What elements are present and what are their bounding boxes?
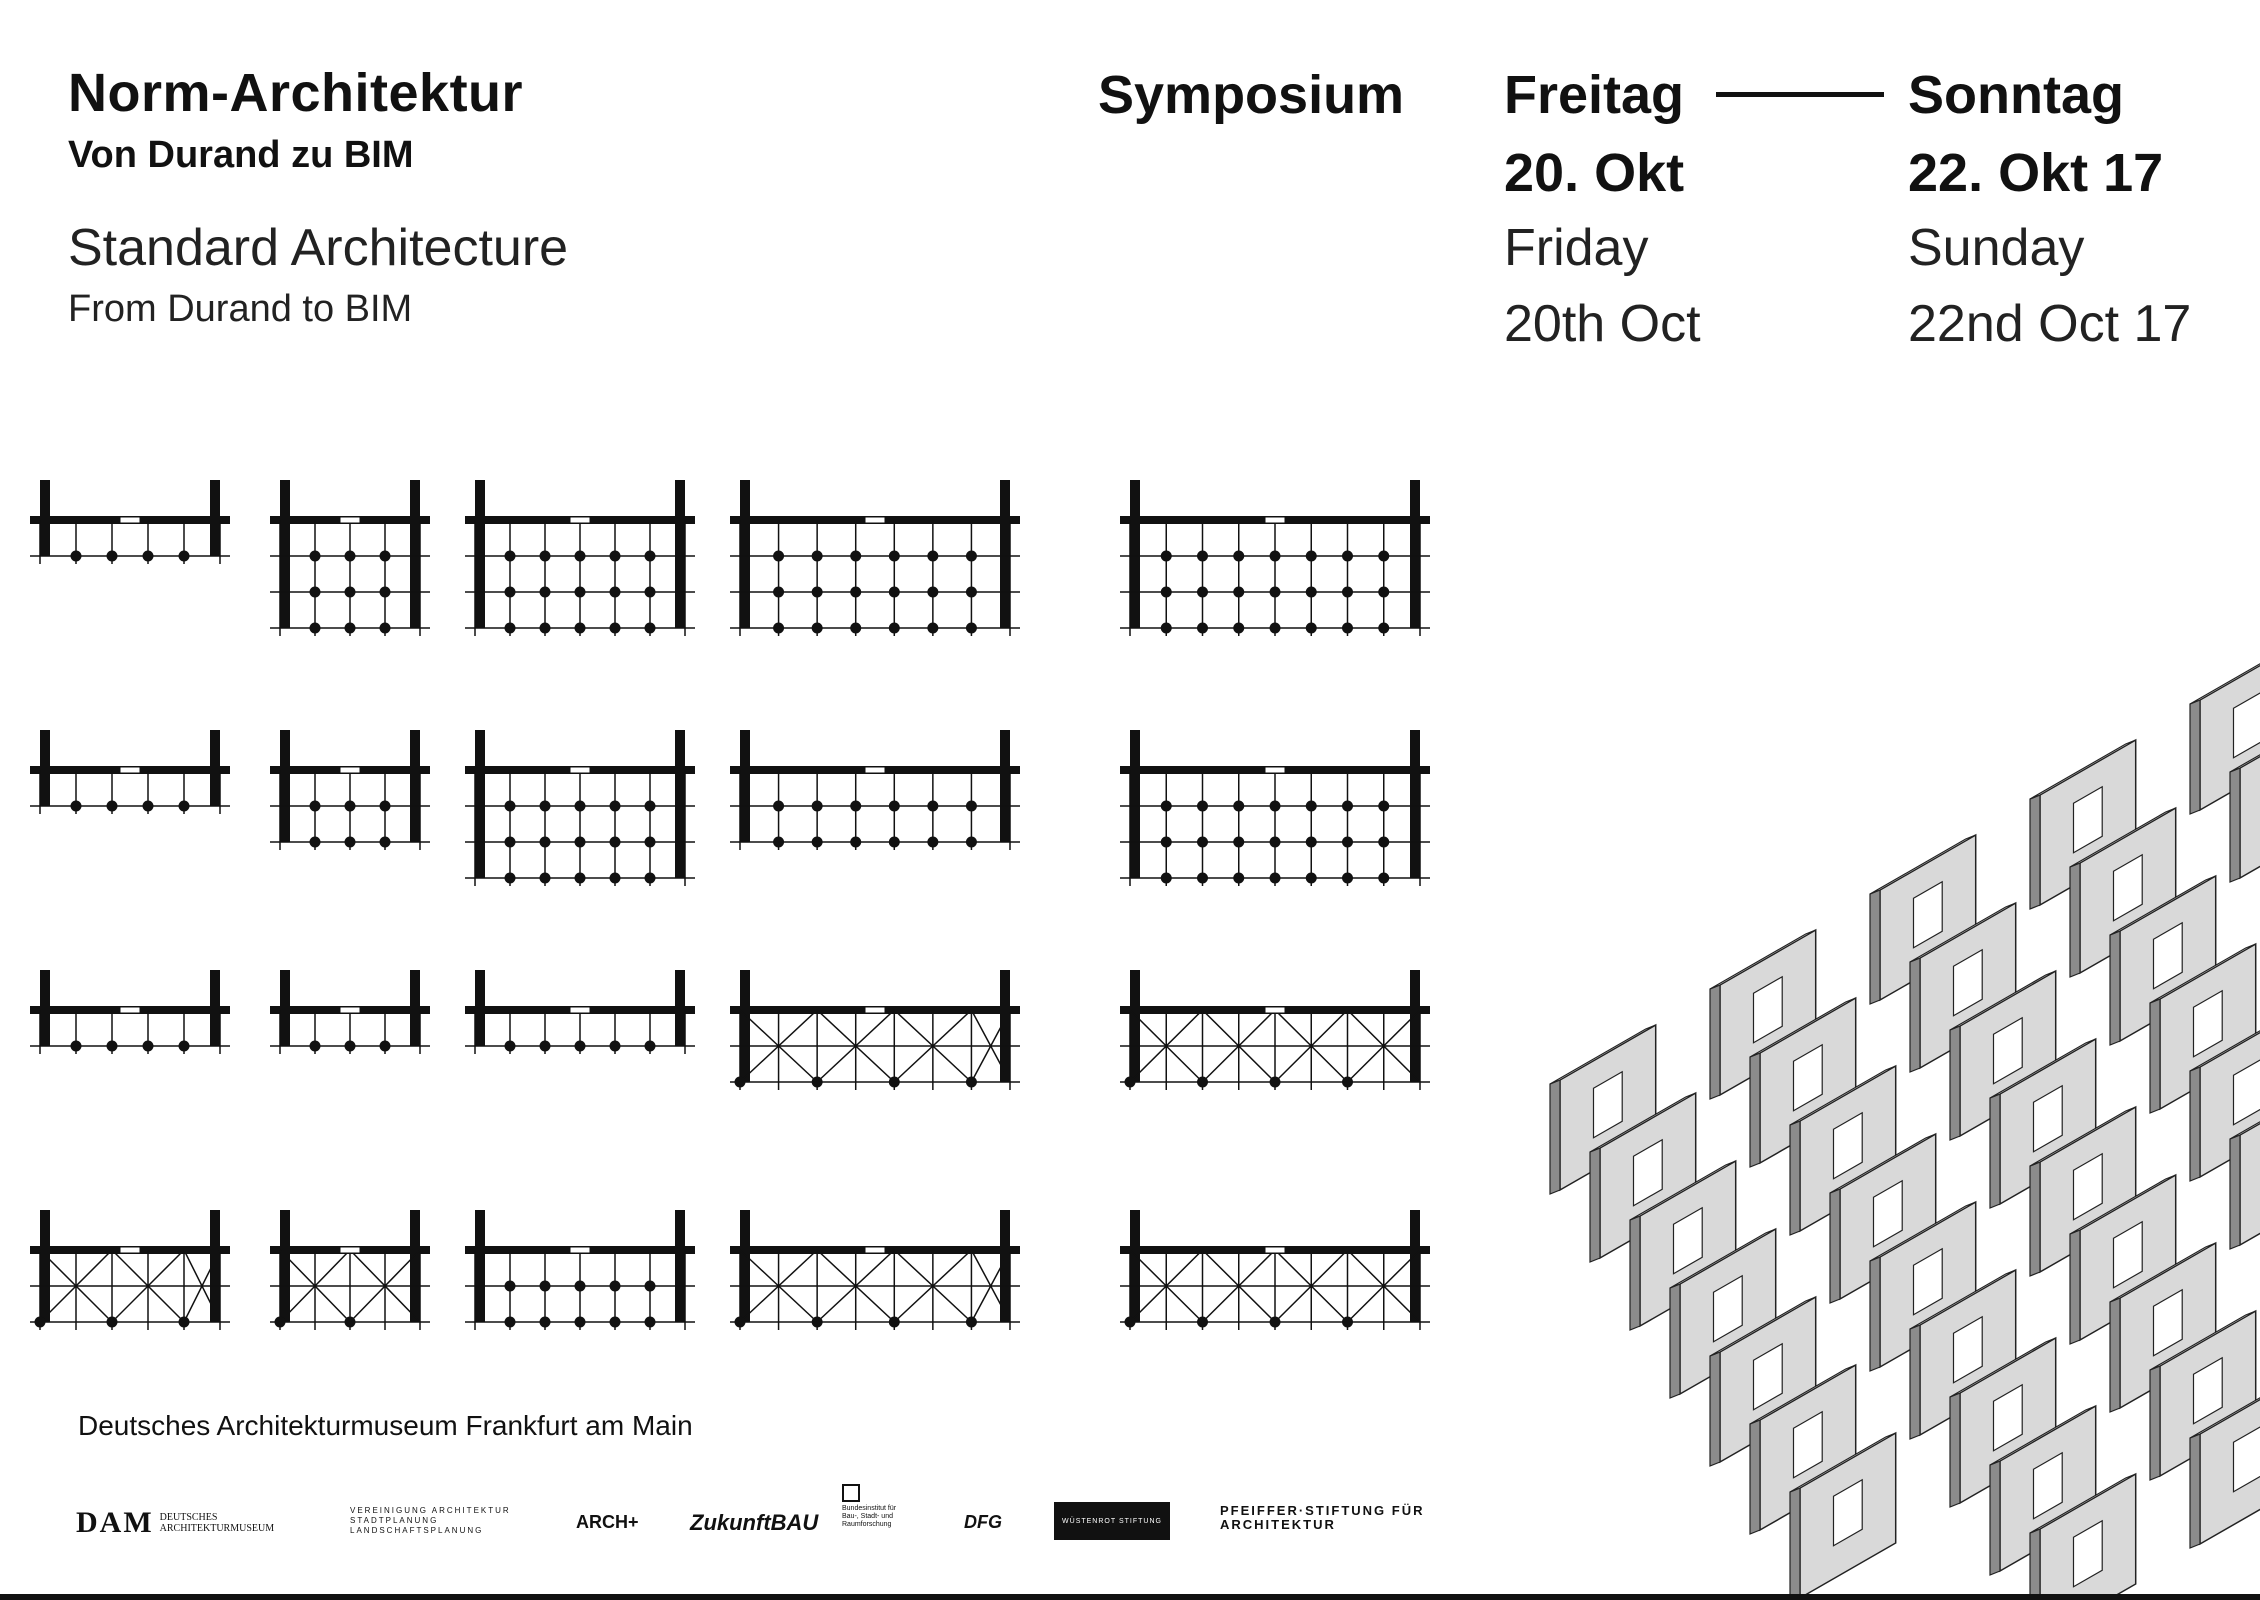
plan-diagram — [465, 730, 695, 886]
end-day-de: Sonntag — [1908, 65, 2124, 125]
plan-diagram — [270, 480, 430, 636]
start-day-en: Friday — [1504, 219, 1649, 277]
plan-diagram — [1120, 730, 1430, 886]
event-subtitle-english: From Durand to BIM — [68, 288, 413, 330]
start-day-de: Freitag — [1504, 65, 1685, 125]
event-type: Symposium — [1098, 65, 1405, 125]
end-day-en: Sunday — [1908, 219, 2085, 277]
sponsor-logos — [70, 1480, 1430, 1570]
plan-diagram — [1120, 1210, 1430, 1330]
start-date-en: 20th Oct — [1504, 295, 1701, 353]
plan-diagram — [730, 480, 1020, 636]
plan-diagram — [1120, 480, 1430, 636]
plan-diagram — [465, 970, 695, 1054]
plan-diagram — [270, 730, 430, 850]
start-date-de: 20. Okt — [1504, 143, 1685, 203]
bottom-rule — [0, 1594, 2260, 1600]
plan-diagrams-grid — [0, 440, 1520, 1400]
dam-logo — [76, 1506, 300, 1540]
event-subtitle: Von Durand zu BIM — [68, 134, 414, 176]
plan-diagram — [30, 1210, 230, 1330]
plan-diagram — [730, 970, 1020, 1090]
end-date-de: 22. Okt 17 — [1908, 143, 2164, 203]
event-title-english: Standard Architecture — [68, 219, 569, 277]
verein-logo: VEREINIGUNG ARCHITEKTUR STADTPLANUNG LANDSCHAFTSPLANUNG — [350, 1506, 511, 1535]
archplus-logo: ARCH+ — [576, 1512, 639, 1532]
event-title: Norm-Architektur — [68, 63, 524, 123]
plan-diagram — [30, 480, 230, 564]
plan-diagram — [270, 970, 430, 1054]
isometric-wall-panels — [1500, 450, 2260, 1600]
plan-diagram — [1120, 970, 1430, 1090]
plan-diagram — [730, 1210, 1020, 1330]
dfg-logo: DFG — [964, 1512, 1002, 1532]
bundesinstitut-logo — [842, 1484, 912, 1529]
bundesinstitut-text: Bundesinstitut für Bau-, Stadt- und Raumforschung — [842, 1505, 897, 1528]
plan-diagram — [270, 1210, 430, 1330]
bundesinstitut-icon — [842, 1484, 860, 1502]
wuestenrot-logo: WÜSTENROT STIFTUNG — [1054, 1502, 1170, 1540]
pfeiffer-logo: PFEIFFER·STIFTUNG FÜR ARCHITEKTUR — [1220, 1503, 1425, 1532]
plan-diagram — [465, 1210, 695, 1330]
plan-diagram — [730, 730, 1020, 850]
date-range-dash — [1716, 92, 1884, 97]
dam-logo-mark: DAM — [76, 1506, 154, 1539]
museum-name: Deutsches Architekturmuseum Frankfurt am Main — [78, 1410, 693, 1441]
dam-logo-text: DEUTSCHES ARCHITEKTURMUSEUM — [159, 1512, 275, 1534]
zukunftbau-logo: ZukunftBAU — [690, 1510, 819, 1535]
plan-diagram — [465, 480, 695, 636]
plan-diagram — [30, 970, 230, 1054]
end-date-en: 22nd Oct 17 — [1908, 295, 2192, 353]
plan-diagram — [30, 730, 230, 814]
